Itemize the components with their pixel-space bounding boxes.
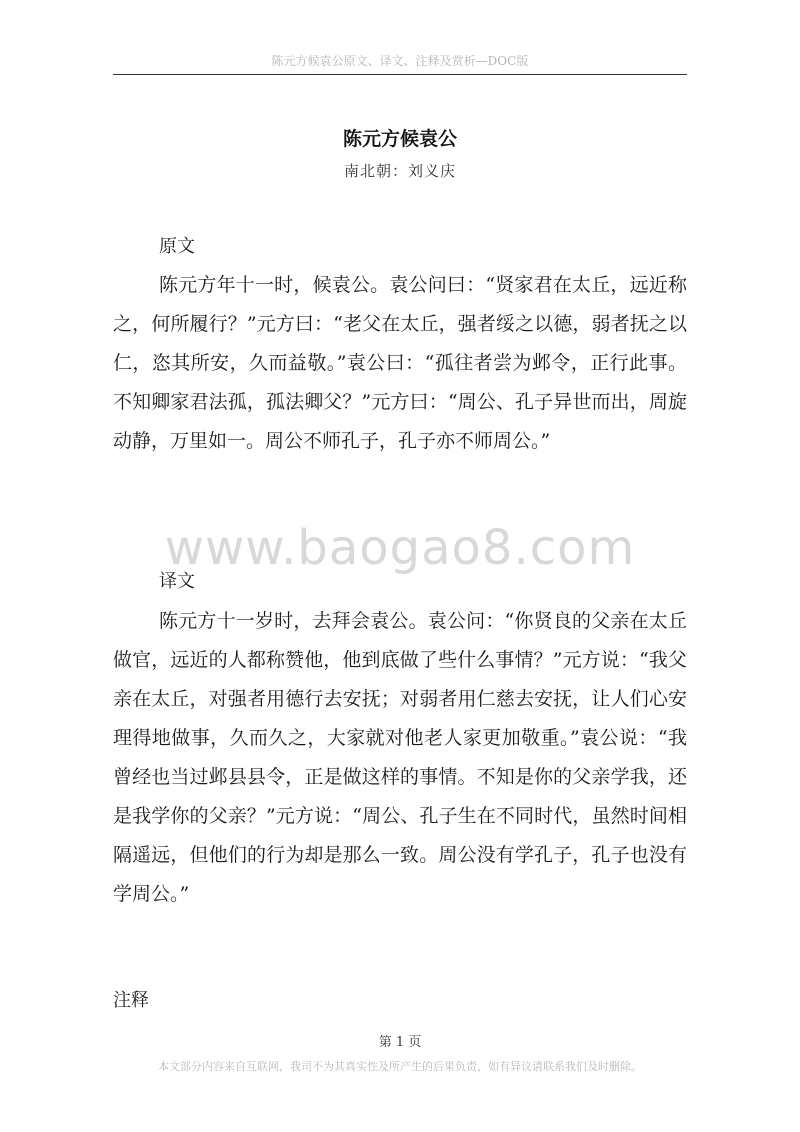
watermark: www.baogao8.com bbox=[164, 520, 636, 576]
notes-heading: 注释 bbox=[113, 990, 149, 1011]
page-number: 第 1 页 bbox=[378, 1035, 422, 1050]
translation-heading: 译文 bbox=[159, 571, 195, 592]
header-divider bbox=[113, 74, 687, 75]
original-heading: 原文 bbox=[159, 236, 195, 257]
page-header: 陈元方候袁公原文、译文、注释及赏析—DOC版 bbox=[271, 54, 529, 68]
article-title: 陈元方候袁公 bbox=[342, 128, 457, 150]
article-author: 南北朝：刘义庆 bbox=[343, 162, 456, 180]
footer-disclaimer: 本文部分内容来自互联网，我司不为其真实性及所产生的后果负责，如有异议请联系我们及时删除。 bbox=[158, 1060, 642, 1073]
original-text: 陈元方年十一时，候袁公。袁公问曰：“贤家君在太丘，远近称之，何所履行？”元方曰：“老父在太丘，强者绥之以德，弱者抚之以仁，恣其所安，久而益敬。”袁公曰：“孤往者尝为邺令，正行此事。不知卿家君法孤，孤法卿父？”元方曰：“周公、孔子异世而出，周旋动静，万里如一。周公不师孔子，孔子亦不师周公。” bbox=[113, 274, 687, 452]
translation-text: 陈元方十一岁时，去拜会袁公。袁公问：“你贤良的父亲在太丘做官，远近的人都称赞他，他到底做了些什么事情？”元方说：“我父亲在太丘，对强者用德行去安抚；对弱者用仁慈去安抚，让人们心安理得地做事，久而久之，大家就对他老人家更加敬重。”袁公说：“我曾经也当过邺县县令，正是做这样的事情。不知是你的父亲学我，还是我学你的父亲？”元方说：“周公、孔子生在不同时代，虽然时间相隔遥远，但他们的行为却是那么一致。周公没有学孔子，孔子也没有学周公。” bbox=[113, 610, 687, 905]
